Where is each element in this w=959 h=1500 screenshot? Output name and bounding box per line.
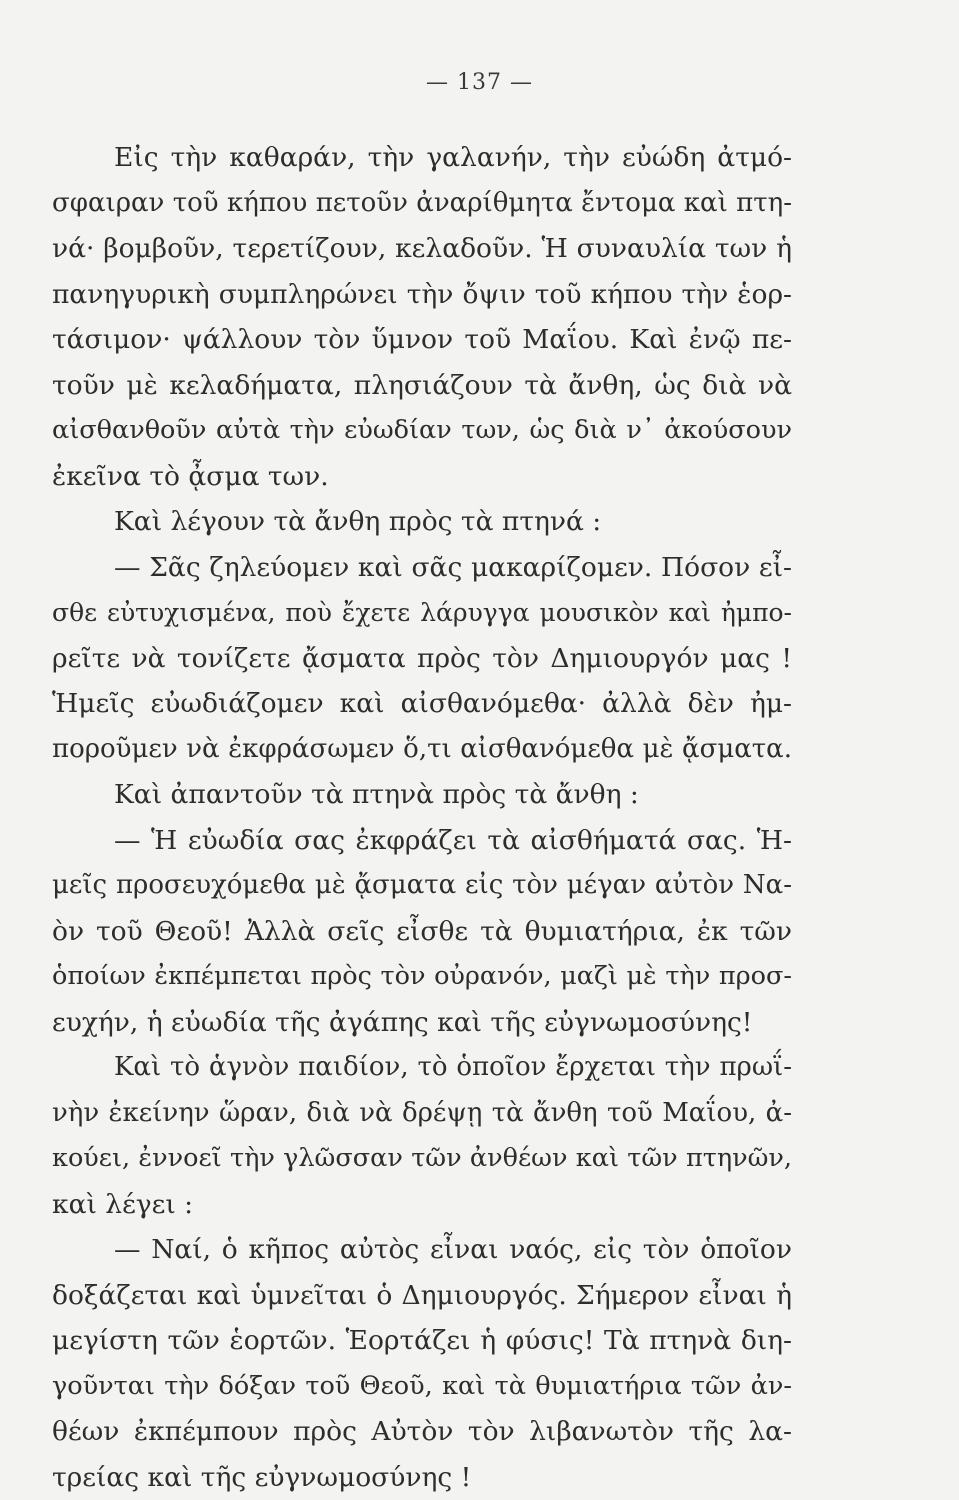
text-line: τρείας καὶ τῆς εὐγνωμοσύνης ! xyxy=(52,1461,472,1493)
text-line: ὁποίων ἐκπέμπεται πρὸς τὸν οὐρανόν, μαζὶ μὲ τὴν προσ- xyxy=(52,961,792,991)
text-line: ἐκεῖνα τὸ ᾆσμα των. xyxy=(52,460,329,492)
text-line: πανηγυρικὴ συμπληρώνει τὴν ὄψιν τοῦ κήπου τὴν ἑορ- xyxy=(52,278,792,310)
text-line: νὴν ἐκείνην ὥραν, διὰ νὰ δρέψῃ τὰ ἄνθη τοῦ Μαΐου, ἀ- xyxy=(52,1097,792,1128)
text-line: — Ναί, ὁ κῆπος αὐτὸς εἶναι ναός, εἰς τὸν ὁποῖον xyxy=(114,1234,792,1265)
page-number: — 137 — xyxy=(426,70,533,95)
text-line: μεῖς προσευχόμεθα μὲ ᾄσματα εἰς τὸν μέγαν αὐτὸν Να- xyxy=(52,870,792,900)
text-line: Εἰς τὴν καθαράν, τὴν γαλανήν, τὴν εὐώδη ἀτμό- xyxy=(114,142,792,173)
text-line: νά· βομβοῦν, τερετίζουν, κελαδοῦν. Ἡ συναυλία των ἡ xyxy=(52,233,792,264)
text-line: — Ἡ εὐωδία σας ἐκφράζει τὰ αἰσθήματά σας. Ἡ- xyxy=(114,824,792,856)
text-line: καὶ λέγει : xyxy=(52,1188,194,1220)
text-line: Καὶ τὸ ἁγνὸν παιδίον, τὸ ὁποῖον ἔρχεται τὴν πρωΐ- xyxy=(114,1052,792,1082)
text-line: σθε εὐτυχισμένα, ποὺ ἔχετε λάρυγγα μουσικὸν καὶ ἠμπο- xyxy=(52,598,792,627)
text-line: ρεῖτε νὰ τονίζετε ᾄσματα πρὸς τὸν Δημιουργόν μας ! xyxy=(52,642,792,674)
text-line: ποροῦμεν νὰ ἐκφράσωμεν ὅ,τι αἰσθανόμεθα μὲ ᾄσματα. xyxy=(52,733,792,764)
text-line: σφαιραν τοῦ κήπου πετοῦν ἀναρίθμητα ἔντομα καὶ πτη- xyxy=(52,187,792,218)
text-line: μεγίστη τῶν ἑορτῶν. Ἑορτάζει ἡ φύσις! Τὰ πτηνὰ διη- xyxy=(52,1325,792,1356)
text-line: — Σᾶς ζηλεύομεν καὶ σᾶς μακαρίζομεν. Πόσον εἶ- xyxy=(114,551,792,583)
text-line: θέων ἐκπέμπουν πρὸς Αὐτὸν τὸν λιβανωτὸν τῆς λα- xyxy=(52,1416,792,1447)
body-text xyxy=(52,135,792,1500)
text-line: γοῦνται τὴν δόξαν τοῦ Θεοῦ, καὶ τὰ θυμιατήρια τῶν ἀν- xyxy=(52,1370,792,1401)
text-line: Καὶ ἀπαντοῦν τὰ πτηνὰ πρὸς τὰ ἄνθη : xyxy=(114,779,639,810)
text-line: Ἡμεῖς εὐωδιάζομεν καὶ αἰσθανόμεθα· ἀλλὰ δὲν ἠμ- xyxy=(52,688,792,719)
text-line: ὸν τοῦ Θεοῦ! Ἀλλὰ σεῖς εἶσθε τὰ θυμιατήρια, ἐκ τῶν xyxy=(52,915,792,947)
text-line: ευχήν, ἡ εὐωδία τῆς ἀγάπης καὶ τῆς εὐγνωμοσύνης! xyxy=(52,1006,753,1038)
text-line: δοξάζεται καὶ ὑμνεῖται ὁ Δημιουργός. Σήμερον εἶναι ἡ xyxy=(52,1279,792,1311)
text-line: αἰσθανθοῦν αὐτὰ τὴν εὐωδίαν των, ὡς διὰ ν᾿ ἀκούσουν xyxy=(52,415,792,445)
text-line: κούει, ἐννοεῖ τὴν γλῶσσαν τῶν ἀνθέων καὶ τῶν πτηνῶν, xyxy=(52,1143,792,1173)
text-line: τάσιμον· ψάλλουν τὸν ὕμνον τοῦ Μαΐου. Καὶ ἐνῷ πε- xyxy=(52,324,792,355)
text-line: Καὶ λέγουν τὰ ἄνθη πρὸς τὰ πτηνά : xyxy=(114,506,602,537)
text-line: τοῦν μὲ κελαδήματα, πλησιάζουν τὰ ἄνθη, ὡς διὰ νὰ xyxy=(52,369,792,401)
